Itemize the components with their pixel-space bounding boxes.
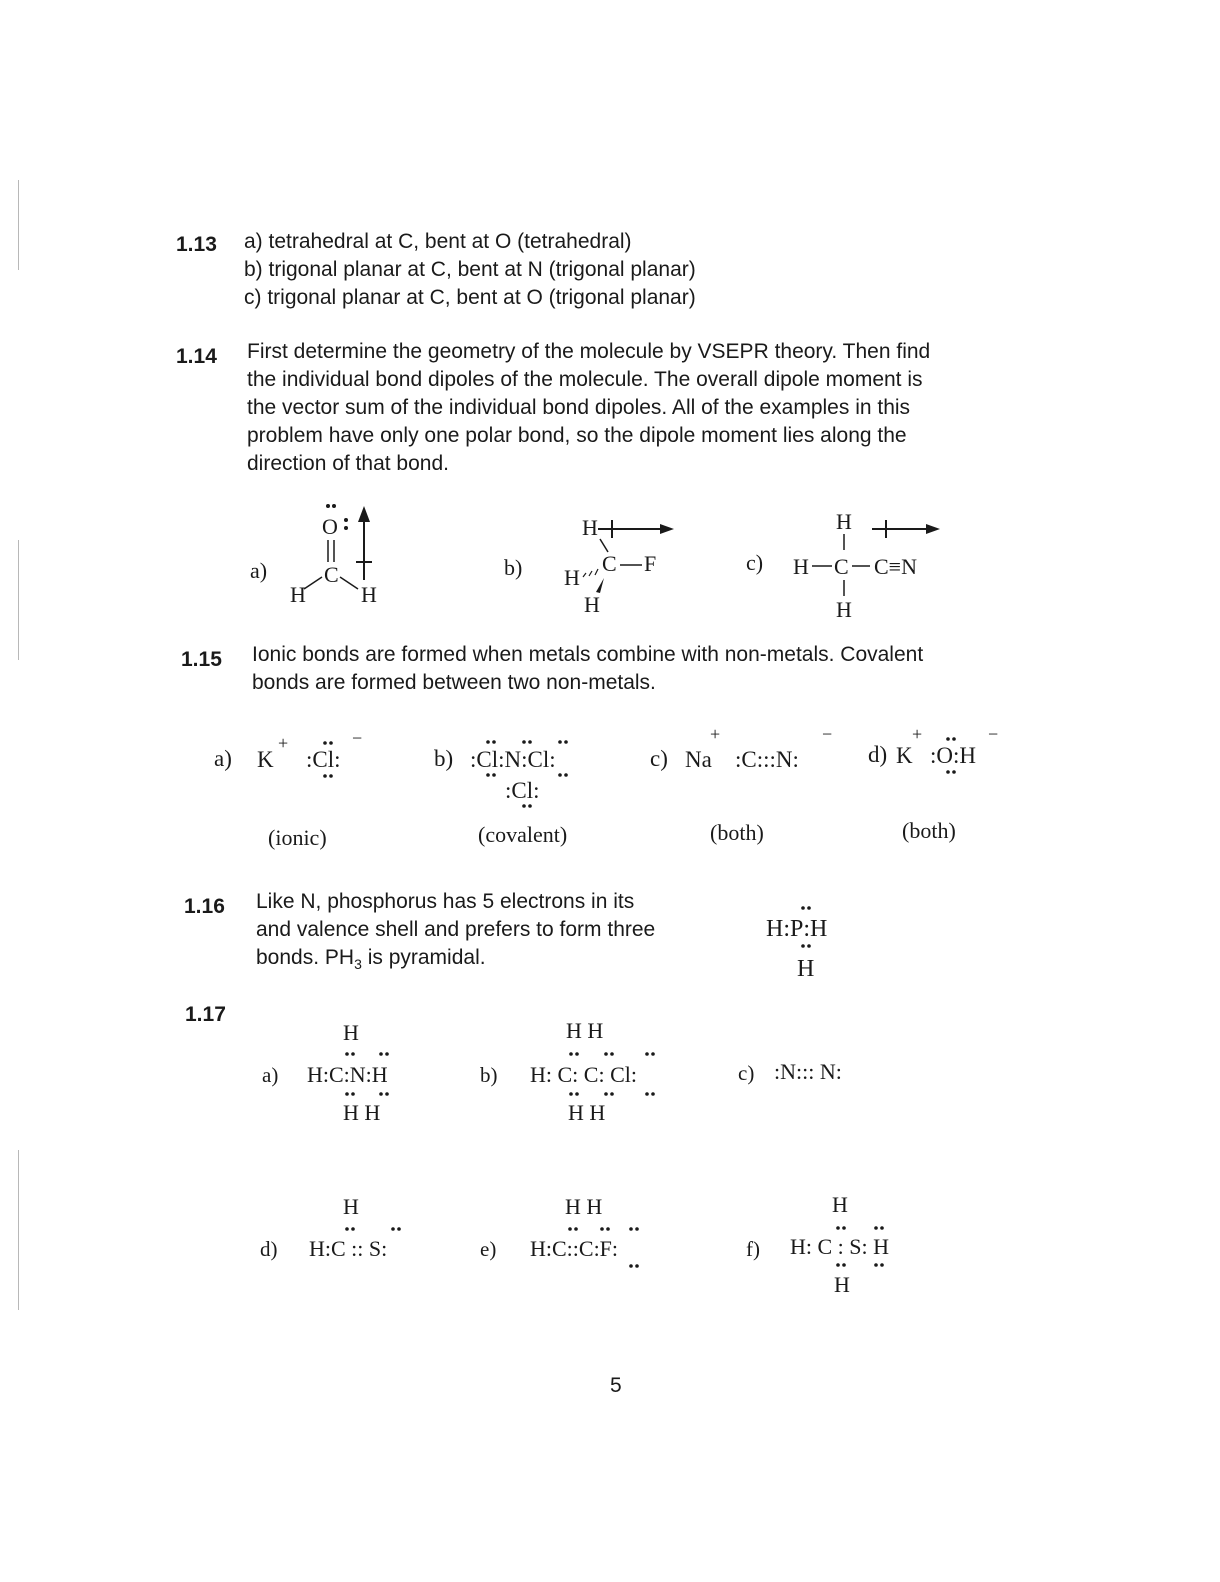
- bond-type-b: (covalent): [478, 822, 568, 847]
- methylamine: H:C:N:H: [307, 1062, 388, 1087]
- atom-c: C: [324, 562, 339, 587]
- methanethiol: H: C : S: H: [790, 1234, 890, 1259]
- atom-h: H: [832, 1192, 848, 1217]
- atom-h: H: [343, 1020, 359, 1045]
- answer-line: the vector sum of the individual bond dipoles. All of the examples in this: [247, 396, 911, 419]
- nitrogen-molecule: :N::: N:: [774, 1059, 842, 1084]
- bond-type-a: (ionic): [268, 825, 327, 850]
- label-d: d): [260, 1237, 278, 1261]
- charge-minus: −: [352, 728, 363, 748]
- label-d: d): [868, 742, 888, 767]
- atom-c: C: [602, 551, 617, 576]
- answer-line: problem have only one polar bond, so the dipole moment lies along the: [247, 424, 907, 447]
- sodium: Na: [685, 747, 712, 772]
- h-pair: H H: [343, 1100, 381, 1125]
- charge-minus: −: [822, 724, 833, 744]
- label-b: b): [504, 555, 523, 580]
- label-a: a): [250, 558, 268, 583]
- atom-h: H: [836, 597, 852, 622]
- answer-line: bonds are formed between two non-metals.: [252, 671, 656, 694]
- h-pair: H H: [568, 1100, 606, 1125]
- atom-h: H: [834, 1272, 850, 1297]
- atom-h: H: [343, 1194, 359, 1219]
- atom-h: H: [290, 582, 306, 607]
- problem-number-1-14: 1.14: [176, 345, 217, 368]
- ph3-h: H: [797, 956, 815, 982]
- ncl3-sub: :Cl:: [505, 778, 540, 803]
- label-b: b): [480, 1063, 498, 1087]
- answer-line: c) trigonal planar at C, bent at O (trigonal planar): [244, 286, 696, 309]
- problem-number-1-16: 1.16: [184, 895, 225, 918]
- answer-line: bonds. $PH_3$ is pyramidal.: [256, 946, 486, 973]
- answer-line: First determine the geometry of the molecule by VSEPR theory. Then find: [247, 340, 931, 363]
- potassium: K: [257, 747, 274, 772]
- bond-type-c: (both): [710, 820, 764, 845]
- atom-o: O: [322, 514, 338, 539]
- ncl3-main: :Cl:N:Cl:: [470, 747, 556, 772]
- bond-type-d: (both): [902, 818, 956, 843]
- page-number: 5: [610, 1374, 622, 1397]
- answer-line: Ionic bonds are formed when metals combine with non-metals. Covalent: [252, 643, 924, 666]
- charge-plus: +: [278, 733, 289, 753]
- atom-h: H: [836, 509, 852, 534]
- answer-line: Like N, phosphorus has 5 electrons in its: [256, 890, 635, 913]
- label-a: a): [214, 746, 232, 771]
- subscript-3: 3: [354, 956, 362, 973]
- charge-plus: +: [710, 724, 721, 744]
- answer-line: direction of that bond.: [247, 452, 449, 475]
- cyanide: :C:::N:: [735, 747, 799, 772]
- label-c: c): [738, 1061, 755, 1085]
- label-a: a): [262, 1063, 279, 1087]
- answer-line: and valence shell and prefers to form three: [256, 918, 656, 941]
- potassium: K: [896, 743, 913, 768]
- charge-plus: +: [912, 724, 923, 744]
- chloroethane: H: C: C: Cl:: [530, 1062, 637, 1087]
- label-b: b): [434, 746, 454, 771]
- atom-h: H: [582, 515, 598, 540]
- charge-minus: −: [988, 724, 999, 744]
- label-c: c): [746, 550, 764, 575]
- atom-h: H: [793, 554, 809, 579]
- problem-number-1-17: 1.17: [185, 1003, 226, 1026]
- atom-h: H: [361, 582, 377, 607]
- nitrile-group: C≡N: [874, 554, 917, 579]
- hydroxide: :O:H: [930, 743, 976, 768]
- answer-line: a) tetrahedral at C, bent at O (tetrahedral): [244, 230, 632, 253]
- atom-h: H: [564, 565, 580, 590]
- h-pair: H H: [565, 1194, 603, 1219]
- label-c: c): [650, 746, 668, 771]
- ph3-main: H:P:H: [766, 916, 828, 942]
- label-f: f): [746, 1237, 760, 1261]
- thioformaldehyde: H:C :: S:: [309, 1236, 388, 1261]
- atom-h: H: [584, 592, 600, 617]
- atom-f: F: [644, 551, 657, 576]
- h-pair: H H: [566, 1018, 604, 1043]
- fluoroethene: H:C::C:F:: [530, 1236, 619, 1261]
- label-e: e): [480, 1237, 497, 1261]
- atom-c: C: [834, 554, 849, 579]
- answer-line: the individual bond dipoles of the molecule. The overall dipole moment is: [247, 368, 923, 391]
- answer-line: b) trigonal planar at C, bent at N (trigonal planar): [244, 258, 696, 281]
- chloride: :Cl:: [306, 747, 341, 772]
- problem-number-1-15: 1.15: [181, 648, 222, 671]
- problem-number-1-13: 1.13: [176, 233, 217, 256]
